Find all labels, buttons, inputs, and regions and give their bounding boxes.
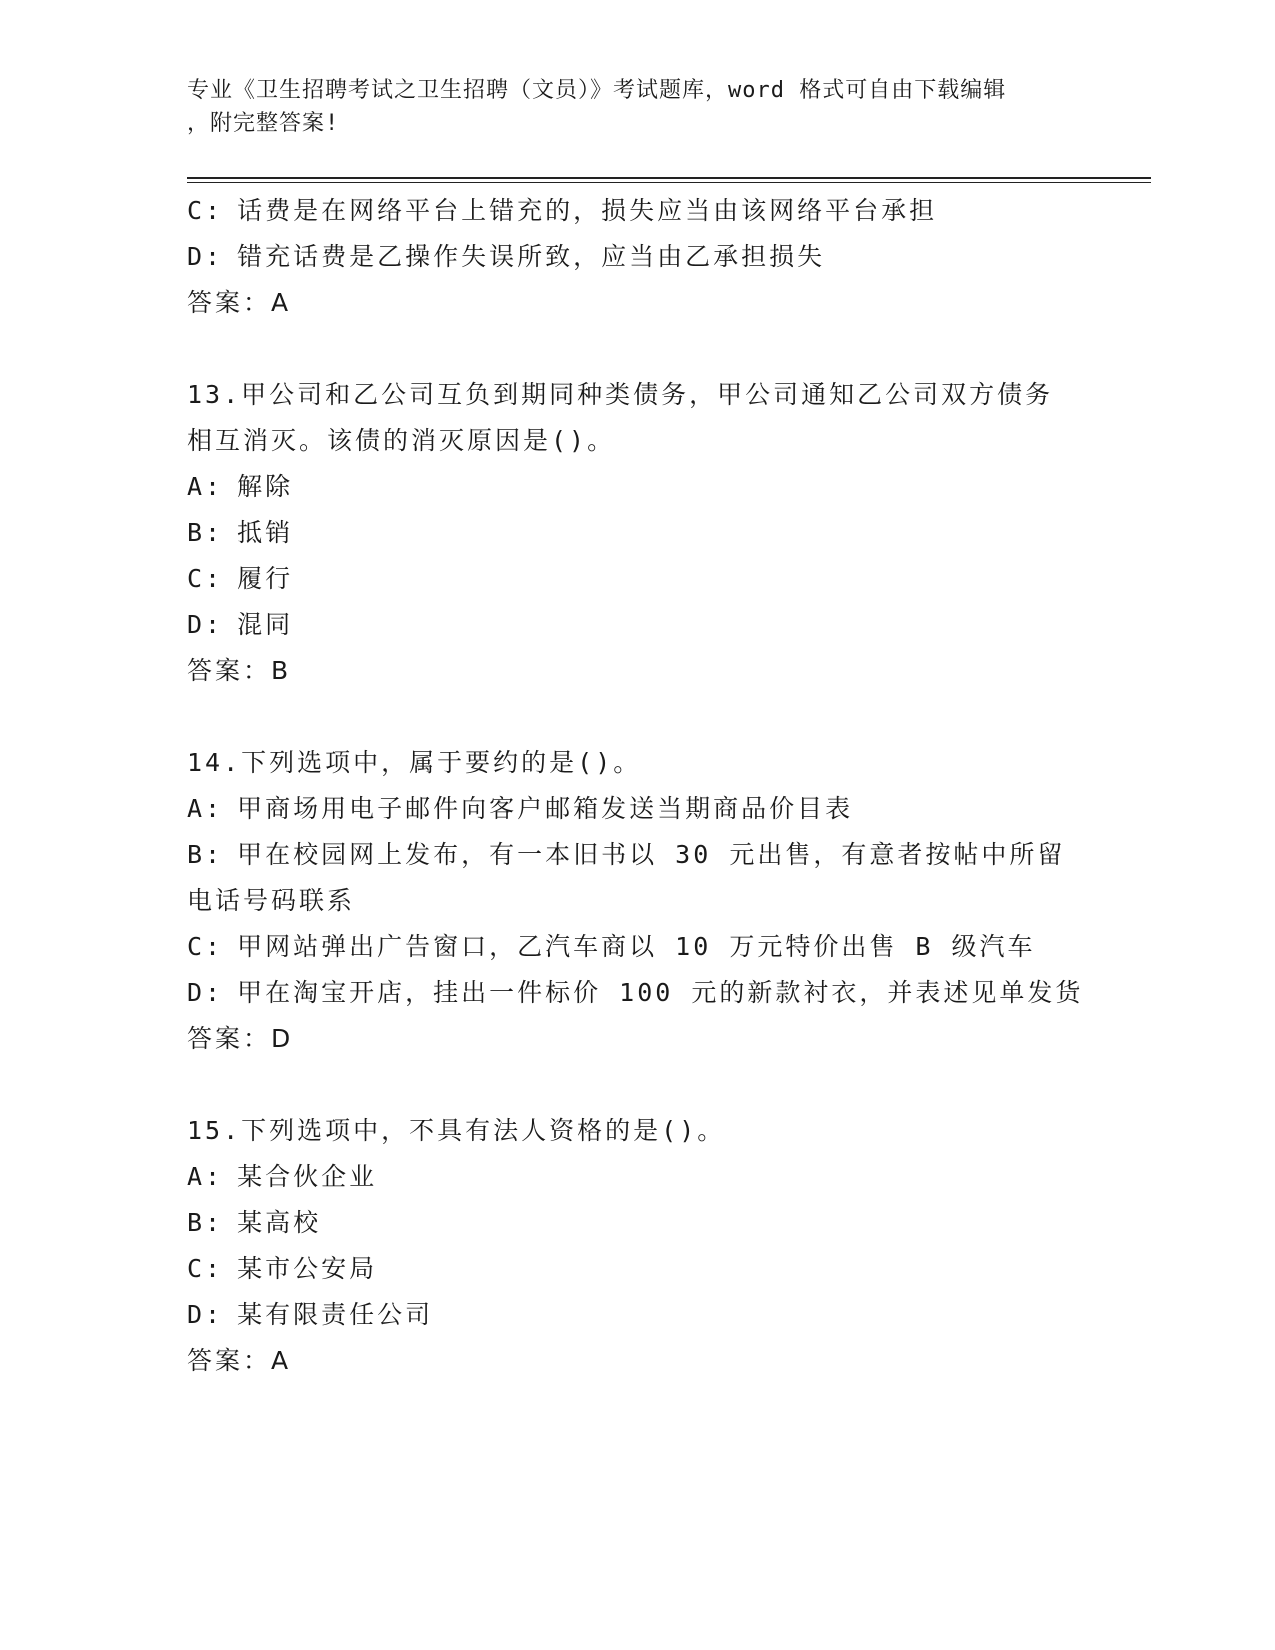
- option-c: [187, 188, 1087, 234]
- option-label: D:: [187, 1300, 224, 1329]
- option-label: D:: [187, 242, 224, 271]
- option-a: [187, 464, 1087, 510]
- answer-line: 答案：D: [187, 1024, 294, 1053]
- question-13: [187, 372, 1087, 694]
- option-label: A:: [187, 794, 224, 823]
- option-text: 某合伙企业: [237, 1162, 378, 1191]
- option-text: 某高校: [237, 1208, 322, 1237]
- question-stem: 14.下列选项中，属于要约的是()。: [187, 748, 642, 777]
- option-text: 甲商场用电子邮件向客户邮箱发送当期商品价目表: [237, 794, 854, 823]
- option-label: A:: [187, 1162, 224, 1191]
- header-divider-thick: [187, 177, 1151, 179]
- option-b: [187, 510, 1087, 556]
- answer-line: 答案：A: [187, 288, 292, 317]
- option-b: [187, 832, 1087, 878]
- option-label: C:: [187, 932, 224, 961]
- option-c: [187, 556, 1087, 602]
- option-label: A:: [187, 472, 224, 501]
- option-text: 抵销: [237, 518, 294, 547]
- option-a: [187, 1154, 1087, 1200]
- prev-question: [187, 188, 1087, 326]
- option-label: C:: [187, 1254, 224, 1283]
- option-text: 履行: [237, 564, 294, 593]
- option-label: B:: [187, 1208, 224, 1237]
- option-text: 某市公安局: [237, 1254, 378, 1283]
- option-text: 甲网站弹出广告窗口，乙汽车商以 10 万元特价出售 B 级汽车: [237, 932, 1036, 961]
- option-label: C:: [187, 196, 224, 225]
- option-d: [187, 1292, 1087, 1338]
- option-label: D:: [187, 978, 224, 1007]
- option-text: 甲在校园网上发布，有一本旧书以 30 元出售，有意者按帖中所留: [237, 840, 1066, 869]
- option-text: 某有限责任公司: [237, 1300, 434, 1329]
- header-line-1: 专业《卫生招聘考试之卫生招聘（文员）》考试题库，word 格式可自由下载编辑: [187, 78, 1007, 103]
- option-label: B:: [187, 840, 224, 869]
- question-stem-cont: 相互消灭。该债的消灭原因是()。: [187, 426, 616, 455]
- header-line-2: ，附完整答案!: [187, 111, 340, 136]
- option-c: [187, 1246, 1087, 1292]
- option-b: [187, 1200, 1087, 1246]
- option-text: 甲在淘宝开店，挂出一件标价 100 元的新款衬衣，并表述见单发货: [237, 978, 1084, 1007]
- option-d: [187, 602, 1087, 648]
- document-header: [187, 74, 1067, 140]
- option-label: B:: [187, 518, 224, 547]
- option-text: 话费是在网络平台上错充的，损失应当由该网络平台承担: [237, 196, 938, 225]
- option-a: [187, 786, 1087, 832]
- answer-line: 答案：A: [187, 1346, 292, 1375]
- option-c: [187, 924, 1087, 970]
- question-15: [187, 1108, 1087, 1384]
- question-stem: 15.下列选项中，不具有法人资格的是()。: [187, 1116, 726, 1145]
- option-label: D:: [187, 610, 224, 639]
- option-d: [187, 970, 1087, 1016]
- option-label: C:: [187, 564, 224, 593]
- answer-line: 答案：B: [187, 656, 292, 685]
- option-text: 解除: [237, 472, 294, 501]
- question-stem: 13.甲公司和乙公司互负到期同种类债务，甲公司通知乙公司双方债务: [187, 380, 1054, 409]
- option-text: 混同: [237, 610, 294, 639]
- option-d: [187, 234, 1087, 280]
- question-list: [187, 188, 1087, 1384]
- header-divider-thin: [187, 182, 1151, 183]
- option-text: 错充话费是乙操作失误所致，应当由乙承担损失: [237, 242, 826, 271]
- question-14: [187, 740, 1087, 1062]
- option-b-cont: 电话号码联系: [187, 886, 356, 915]
